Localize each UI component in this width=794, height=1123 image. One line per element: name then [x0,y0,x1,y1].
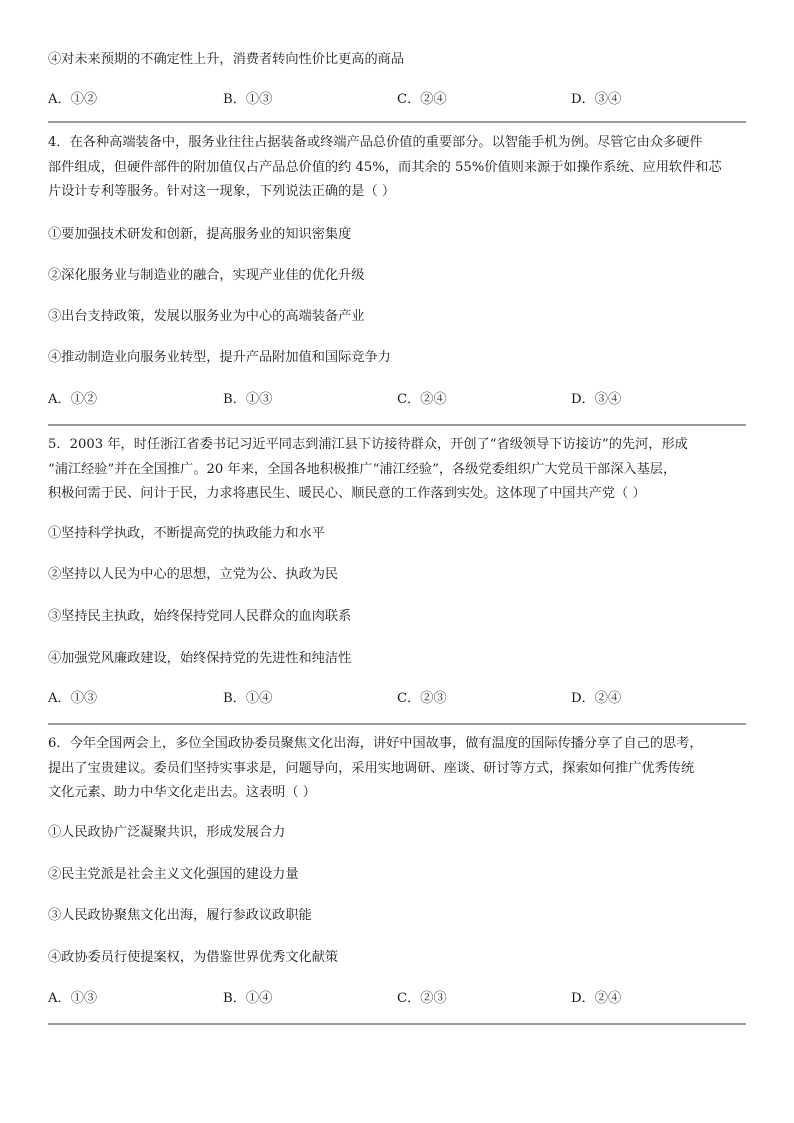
q5-option-1: ①坚持科学执政，不断提高党的执政能力和水平 [48,526,325,541]
q6-option-1: ①人民政协广泛凝聚共识，形成发展合力 [48,825,286,840]
q3-choice-c[interactable]: C．②④ [397,92,447,107]
q5-stem-line-1: 5．2003 年，时任浙江省委书记习近平同志到浦江县下访接待群众，开创了“省级领导下访接访”的先河，形成 [48,437,688,452]
divider [48,424,746,426]
q3-choice-a[interactable]: A．①② [48,92,98,107]
q5-option-3: ③坚持民主执政，始终保持党同人民群众的血肉联系 [48,609,352,624]
q6-choice-a[interactable]: A．①③ [48,991,98,1006]
q6-stem [48,732,746,806]
q4-option-1: ①要加强技术研发和创新，提高服务业的知识密集度 [48,227,352,242]
q5-choice-d[interactable]: D．②④ [571,691,622,706]
q6-choices [48,989,746,1009]
q4-stem-line-3: 片设计专利等服务。针对这一现象，下列说法正确的是（ ） [48,184,396,199]
q4-choice-b[interactable]: B．①③ [223,392,273,407]
q6-stem-line-2: 提出了宝贵建议。委员们坚持实事求是，问题导向，采用实地调研、座谈、研讨等方式，探索如何推广优秀传统 [48,760,695,776]
q3-choice-b[interactable]: B．①③ [223,92,273,107]
q3-option-4: ④对未来预期的不确定性上升，消费者转向性价比更高的商品 [48,52,405,67]
q6-choice-c[interactable]: C．②③ [397,991,447,1006]
q6-stem-line-3: 文化元素、助力中华文化走出去。这表明（ ） [48,785,316,800]
q5-choices [48,689,746,709]
q5-option-2: ②坚持以人民为中心的思想，立党为公、执政为民 [48,567,339,582]
q4-choices [48,390,746,410]
q6-choice-b[interactable]: B．①④ [223,991,273,1006]
divider [48,121,746,123]
q5-choice-b[interactable]: B．①④ [223,691,273,706]
q4-choice-d[interactable]: D．③④ [571,392,622,407]
q6-option-2: ②民主党派是社会主义文化强国的建设力量 [48,867,299,882]
q5-stem [48,433,746,507]
q4-option-3: ③出台支持政策，发展以服务业为中心的高端装备产业 [48,309,365,324]
q5-choice-a[interactable]: A．①③ [48,691,98,706]
q6-option-4: ④政协委员行使提案权，为借鉴世界优秀文化献策 [48,950,339,965]
q4-option-4: ④推动制造业向服务业转型，提升产品附加值和国际竞争力 [48,350,391,365]
q5-option-4: ④加强党风廉政建设，始终保持党的先进性和纯洁性 [48,651,352,666]
q4-choice-c[interactable]: C．②④ [397,392,447,407]
q5-choice-c[interactable]: C．②③ [397,691,447,706]
q6-choice-d[interactable]: D．②④ [571,991,622,1006]
divider [48,723,746,725]
divider [48,1023,746,1025]
q4-choice-a[interactable]: A．①② [48,392,98,407]
q3-choices [48,90,746,110]
q4-stem [48,131,746,205]
q4-stem-line-1: 4．在各种高端装备中，服务业往往占据装备或终端产品总价值的重要部分。以智能手机为例。尽管它由众多硬件 [48,135,703,150]
q5-stem-line-3: 积极问需于民、问计于民，力求将惠民生、暖民心、顺民意的工作落到实处。这体现了中国共产党（ ） [48,486,646,501]
q6-stem-line-1: 6．今年全国两会上，多位全国政协委员聚焦文化出海，讲好中国故事，做有温度的国际传播分享了自己的思考， [48,736,703,751]
q4-stem-line-2: 部件组成，但硬件部件的附加值仅占产品总价值的约 45%，而其余的 55%价值则来源于如操作系统、应用软件和芯 [48,159,722,175]
q6-option-3: ③人民政协聚焦文化出海，履行参政议政职能 [48,908,312,923]
q3-choice-d[interactable]: D．③④ [571,92,622,107]
q4-option-2: ②深化服务业与制造业的融合，实现产业佳的优化升级 [48,268,365,283]
q5-stem-line-2: “浦江经验”并在全国推广。20 年来，全国各地积极推广“浦江经验”，各级党委组织广大党员干部深入基层， [48,461,677,477]
